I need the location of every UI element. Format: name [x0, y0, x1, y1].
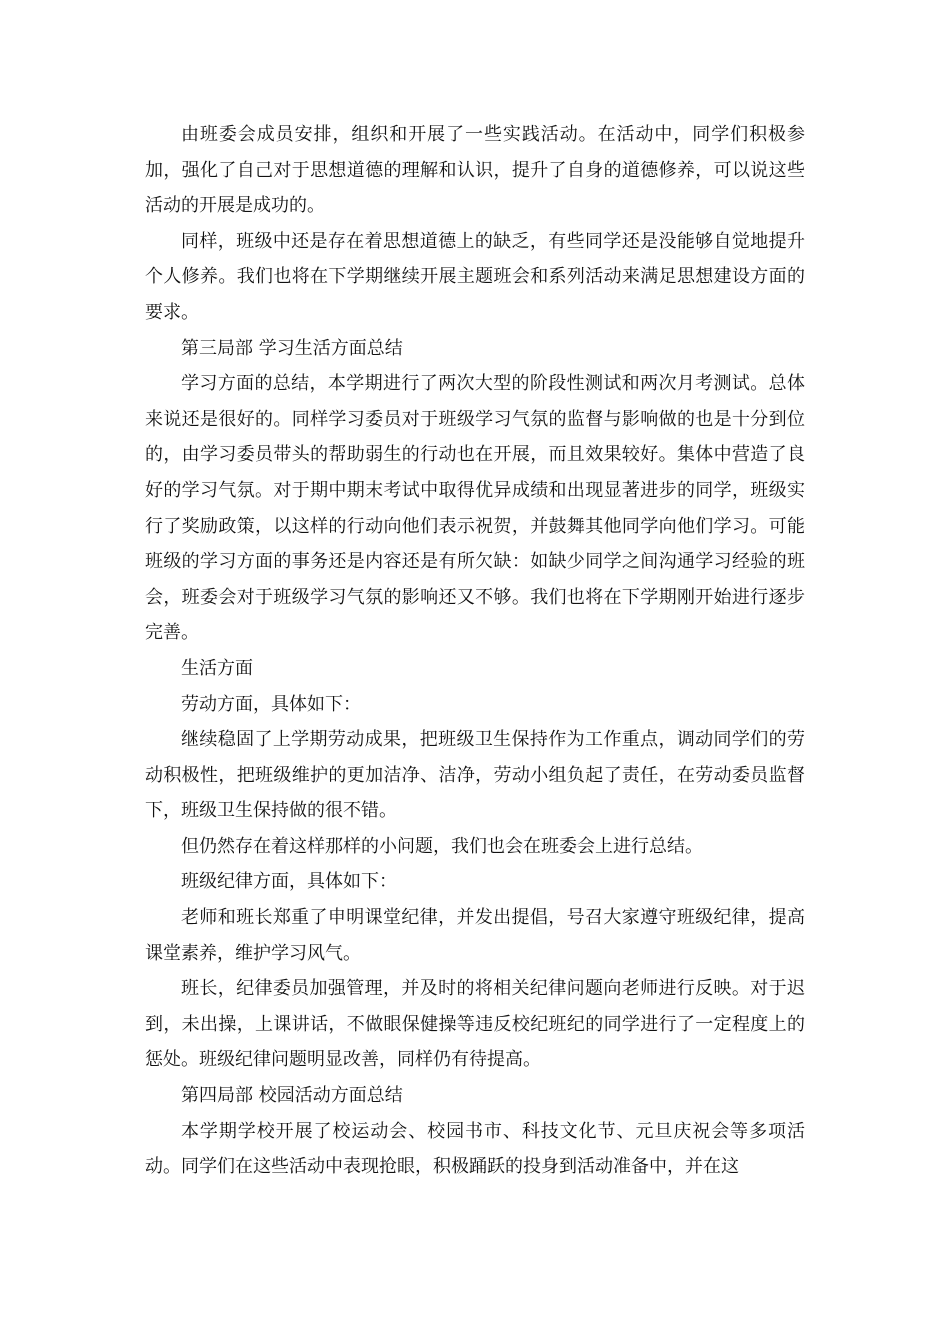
section-heading-part-three: 第三局部 学习生活方面总结 — [181, 337, 403, 359]
subheading-labor: 劳动方面，具体如下： — [181, 693, 361, 715]
paragraph-discipline-teacher: 老师和班长郑重了申明课堂纪律，并发出提倡，号召大家遵守班级纪律，提高课堂素养，维护学习风气。 — [145, 907, 805, 964]
subheading-life: 生活方面 — [181, 657, 253, 679]
subheading-discipline: 班级纪律方面，具体如下： — [181, 871, 397, 893]
paragraph-practice-activities: 由班委会成员安排，组织和开展了一些实践活动。在活动中，同学们积极参加，强化了自己对于思想道德的理解和认识，提升了自身的道德修养，可以说这些活动的开展是成功的。 — [145, 124, 805, 217]
paragraph-labor-results: 继续稳固了上学期劳动成果，把班级卫生保持作为工作重点，调动同学们的劳动积极性，把班级维护的更加洁净、洁净，劳动小组负起了责任，在劳动委员监督下，班级卫生保持做的很不错。 — [145, 729, 805, 822]
paragraph-labor-issues: 但仍然存在着这样那样的小问题，我们也会在班委会上进行总结。 — [181, 835, 703, 857]
paragraph-study-summary: 学习方面的总结，本学期进行了两次大型的阶段性测试和两次月考测试。总体来说还是很好的。同样学习委员对于班级学习气氛的监督与影响做的也是十分到位的，由学习委员带头的帮助弱生的行动也在开展，而且效果较好。集体中营造了良好的学习气氛。对于期中期末考试中取得优异成绩和出现显著进步的同学，班级实行了奖励政策，以这样的行动向他们表示祝贺，并鼓舞其他同学向他们学习。可能班级的学习方面的事务还是内容还是有所欠缺：如缺少同学之间沟通学习经验的班会，班委会对于班级学习气氛的影响还又不够。我们也将在下学期刚开始进行逐步完善。 — [145, 373, 805, 644]
paragraph-moral-shortcomings: 同样，班级中还是存在着思想道德上的缺乏，有些同学还是没能够自觉地提升个人修养。我们也将在下学期继续开展主题班会和系列活动来满足思想建设方面的要求。 — [145, 230, 805, 323]
paragraph-campus-activities: 本学期学校开展了校运动会、校园书市、科技文化节、元旦庆祝会等多项活动。同学们在这些活动中表现抢眼，积极踊跃的投身到活动准备中，并在这 — [145, 1120, 805, 1178]
document-page — [145, 117, 805, 1185]
section-heading-part-four: 第四局部 校园活动方面总结 — [181, 1085, 403, 1107]
paragraph-discipline-monitor: 班长，纪律委员加强管理，并及时的将相关纪律问题向老师进行反映。对于迟到，未出操，上课讲话，不做眼保健操等违反校纪班纪的同学进行了一定程度上的惩处。班级纪律问题明显改善，同样仍有待提高。 — [145, 978, 805, 1071]
